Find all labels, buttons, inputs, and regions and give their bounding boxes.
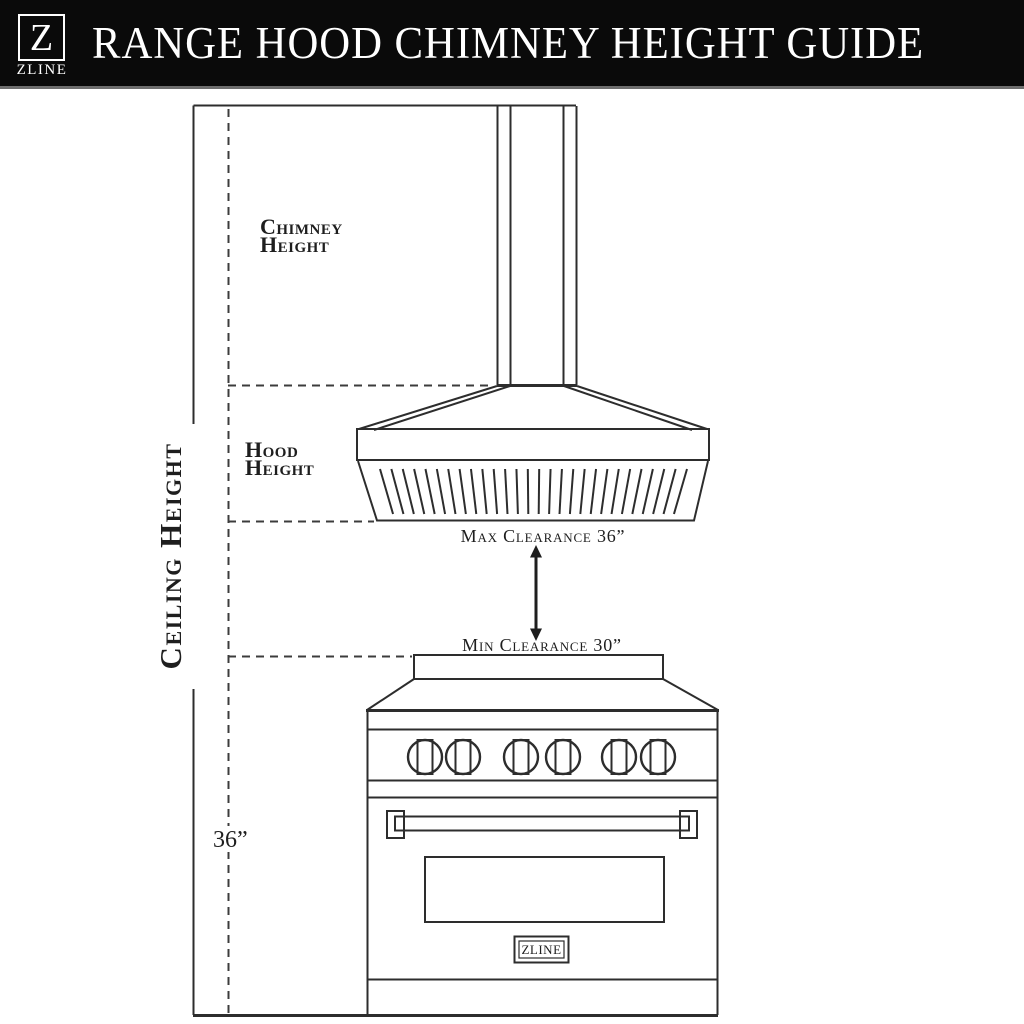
knob-icon: [446, 740, 480, 774]
louver-line: [591, 469, 596, 514]
louver-line: [448, 469, 455, 514]
oven-handle-bar: [395, 817, 689, 831]
louver-line: [570, 469, 573, 514]
min-clearance-label: Min Clearance 30”: [462, 635, 622, 655]
range-drawing: [366, 655, 719, 1015]
knob-grip: [612, 740, 627, 774]
louver-line: [437, 469, 445, 514]
louver-line: [580, 469, 584, 514]
range-backguard: [414, 655, 663, 679]
louver-line: [380, 469, 393, 514]
hood-louvers: [380, 469, 687, 514]
arrow-head-up-icon: [530, 545, 542, 558]
floor-to-cooktop-label: 36”: [213, 827, 248, 853]
louver-line: [425, 469, 434, 514]
louver-line: [471, 469, 476, 514]
max-clearance-label: Max Clearance 36”: [460, 526, 626, 546]
louver-line: [622, 469, 630, 514]
louver-line: [460, 469, 466, 514]
knob-icon: [641, 740, 675, 774]
control-knobs: [408, 740, 675, 774]
oven-window: [425, 857, 664, 922]
louver-line: [674, 469, 687, 514]
ceiling-height-label: Ceiling Height: [153, 442, 188, 670]
range-badge-label: ZLINE: [521, 942, 562, 957]
louver-line: [664, 469, 676, 514]
louver-line: [653, 469, 664, 514]
hood-drawing: [357, 386, 709, 521]
louver-line: [632, 469, 641, 514]
louver-line: [505, 469, 507, 514]
louver-line: [560, 469, 562, 514]
hood-slope-right-inner: [564, 386, 692, 430]
knob-icon: [602, 740, 636, 774]
knob-icon: [408, 740, 442, 774]
knob-grip: [651, 740, 666, 774]
louver-line: [516, 469, 517, 514]
cooktop-slope-right: [663, 679, 718, 710]
zline-logo-letter: Z: [29, 16, 54, 59]
zline-logo-brand: ZLINE: [16, 62, 68, 78]
knob-grip: [514, 740, 529, 774]
knob-grip: [556, 740, 571, 774]
louver-line: [601, 469, 607, 514]
hood-height-label-line1: Hood: [245, 437, 299, 462]
hood-slope-left-outer: [359, 386, 497, 429]
chimney-height-label-line2: Height: [260, 232, 330, 257]
chimney-drawing: [497, 106, 577, 386]
knob-icon: [504, 740, 538, 774]
hood-height-label-line2: Height: [245, 455, 315, 480]
louver-line: [549, 469, 550, 514]
louver-line: [414, 469, 424, 514]
page-title: RANGE HOOD CHIMNEY HEIGHT GUIDE: [92, 18, 925, 68]
louver-line: [612, 469, 619, 514]
hood-slope-right-outer: [577, 386, 707, 429]
louver-line: [391, 469, 403, 514]
louver-line: [494, 469, 497, 514]
louver-line: [403, 469, 414, 514]
knob-icon: [546, 740, 580, 774]
louver-line: [482, 469, 486, 514]
clearance-arrow: [530, 545, 542, 641]
hood-band: [357, 429, 709, 460]
hood-slope-left-inner: [374, 386, 510, 430]
knob-grip: [418, 740, 433, 774]
cooktop-slope-left: [367, 679, 414, 710]
chimney-height-label-line1: Chimney: [260, 214, 343, 239]
hood-louver-panel: [358, 461, 708, 521]
knob-grip: [456, 740, 471, 774]
louver-line: [643, 469, 653, 514]
